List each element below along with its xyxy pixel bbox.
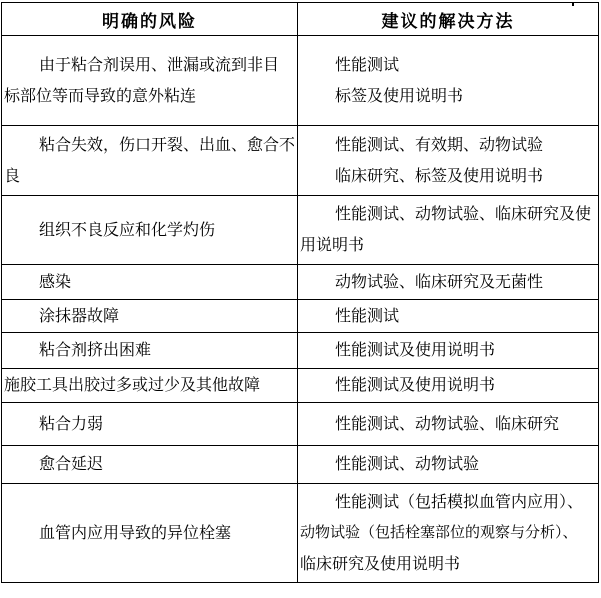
cell-line: 性能测试及使用说明书	[335, 377, 496, 394]
solution-cell	[298, 446, 599, 484]
header-row	[2, 3, 599, 36]
cell-line: 动物试验、临床研究及无菌性	[335, 273, 544, 291]
cell-line: 动物试验（包括栓塞部位的观察与分析）、	[300, 524, 578, 541]
cell-line: 标签及使用说明书	[335, 87, 464, 105]
cell-line: 感染	[39, 273, 72, 291]
cell-line: 性能测试	[335, 307, 400, 325]
cell-line: 粘合剂挤出困难	[39, 342, 152, 359]
cell-line: 涂抹器故障	[39, 307, 120, 325]
solution-cell	[298, 300, 599, 333]
table-row	[2, 333, 599, 369]
risk-cell	[2, 300, 298, 333]
cell-line: 由于粘合剂误用、泄漏或流到非目	[39, 56, 280, 74]
solution-cell	[298, 126, 599, 196]
table-row	[2, 369, 599, 403]
column-header-solution: 建议的解决方法	[298, 3, 599, 36]
cell-line: 粘合力弱	[39, 415, 104, 433]
solution-cell	[298, 369, 599, 403]
risk-cell	[2, 446, 298, 484]
column-header-risk: 明确的风险	[2, 3, 298, 36]
solution-cell	[298, 36, 599, 126]
cell-line: 用说明书	[300, 237, 365, 254]
table-row	[2, 446, 599, 484]
risk-cell	[2, 484, 298, 583]
cell-line: 临床研究、标签及使用说明书	[335, 167, 544, 185]
risk-cell	[2, 265, 298, 300]
table-row	[2, 300, 599, 333]
cell-line: 粘合失效，伤口开裂、出血、愈合不	[39, 136, 295, 154]
table-row	[2, 265, 599, 300]
table-row	[2, 484, 599, 583]
cell-line: 性能测试、动物试验、临床研究及使	[335, 206, 592, 223]
table-row	[2, 126, 599, 196]
risk-cell	[2, 126, 298, 196]
cell-line: 临床研究及使用说明书	[300, 555, 461, 573]
cell-line: 性能测试（包括模拟血管内应用）、	[335, 493, 584, 511]
risk-cell	[2, 403, 298, 446]
cell-line: 标部位等而导致的意外粘连	[4, 87, 197, 105]
solution-cell	[298, 333, 599, 369]
risk-solution-table	[1, 2, 599, 583]
cell-line: 施胶工具出胶过多或过少及其他故障	[4, 377, 261, 394]
cell-line: 血管内应用导致的异位栓塞	[39, 524, 232, 542]
cell-line: 性能测试及使用说明书	[335, 342, 496, 359]
cell-line: 性能测试、动物试验、临床研究	[335, 415, 560, 433]
solution-cell	[298, 484, 599, 583]
stray-mark	[572, 2, 574, 6]
risk-cell	[2, 36, 298, 126]
solution-cell	[298, 196, 599, 265]
table-row	[2, 36, 599, 126]
table-row	[2, 403, 599, 446]
cell-line: 性能测试	[335, 56, 400, 74]
cell-line: 愈合延迟	[39, 456, 104, 473]
cell-line: 良	[4, 167, 21, 185]
risk-cell	[2, 369, 298, 403]
risk-cell	[2, 333, 298, 369]
solution-cell	[298, 265, 599, 300]
document-page	[0, 2, 601, 598]
cell-line: 组织不良反应和化学灼伤	[39, 221, 216, 239]
table-row	[2, 196, 599, 265]
solution-cell	[298, 403, 599, 446]
cell-line: 性能测试、动物试验	[335, 456, 480, 473]
risk-cell	[2, 196, 298, 265]
cell-line: 性能测试、有效期、动物试验	[335, 136, 544, 154]
